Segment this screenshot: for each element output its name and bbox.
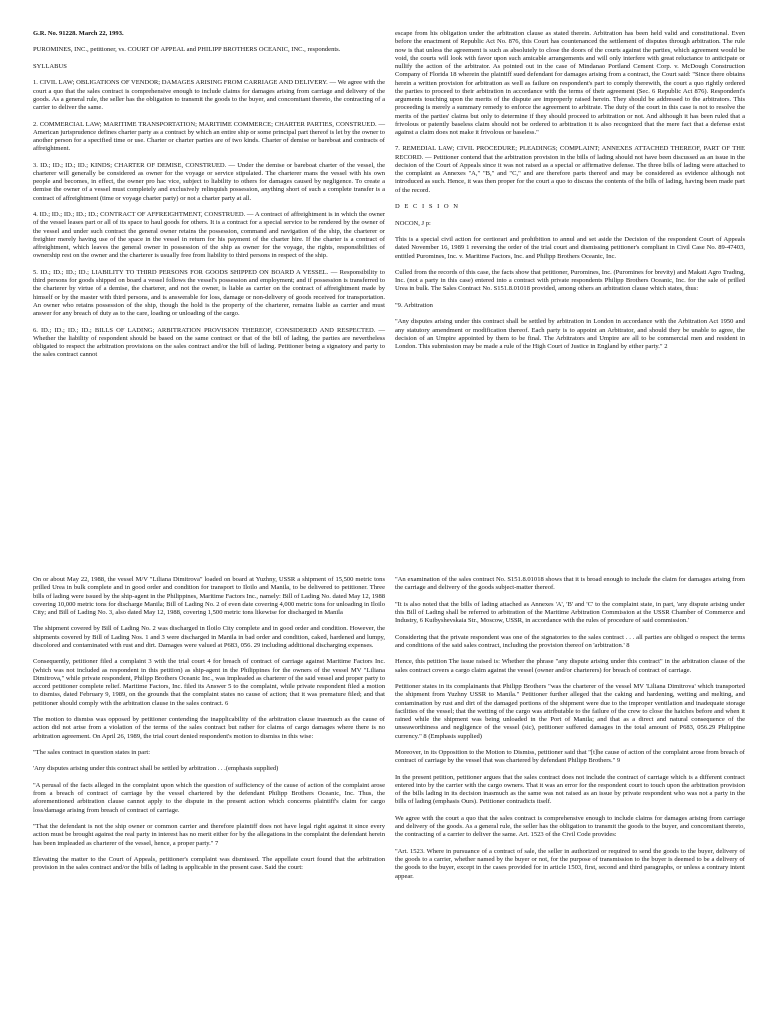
syllabus-item-2: 2. COMMERCIAL LAW; MARITIME TRANSPORTATION; MARITIME COMMERCE; CHARTER PARTIES, CONSTRUED. — American jurisprudence defines charter party as a contract by which an entire ship or some principal part thereof is let by the owner to another person for a specified time or use. Charter or charter parties are of two kinds. Charter of demise or bareboat and contracts of affreightment. bbox=[33, 120, 385, 153]
quote-para-4: "That the defendant is not the ship owner or common carrier and therefore plaintiff does not have legal right against it since every action must be brought against the real party in interest has no merit either for by the allegations in the complaint the defendant herein has been impleaded as charterer of the vessel, hence, a proper party." 7 bbox=[33, 823, 385, 847]
case-parties: PUROMINES, INC., petitioner, vs. COURT OF APPEAL and PHILIPP BROTHERS OCEANIC, INC., respondents. bbox=[33, 46, 341, 54]
decision-para-1: This is a special civil action for certiorari and prohibition to annul and set aside the Decision of the respondent Court of Appeals dated November 16, 1989 1 reversing the order of the trial court and dismissing petitioner's compliant in Civil Case No. 89-47403, entitled Puromines, Inc. v. Maritime Factors, Inc. and Philipp Brothers Oceanic, Inc. bbox=[395, 236, 745, 260]
syllabus-item-3: 3. ID.; ID.; ID.; ID.; KINDS; CHARTER OF DEMISE, CONSTRUED. — Under the demise or bareboat charter of the vessel, the charterer will generally be considered as owner for the voyage or service stipulated. The charterer mans the vessel with his own people and becomes, in effect, the owner pro hac vice, subject to liability to others for damages caused by negligence. To create a demise the owner of a vessel must completely and exclusively relinquish possession, anything short of such a complete transfer is a contract of affreightment (time or voyage charter party) or not a charter party at all. bbox=[33, 161, 385, 202]
civil-code-quote: "Art. 1523. Where in pursuance of a contract of sale, the seller in authorized or required to send the goods to the buyer, delivery of the goods to a carrier, whether named by the buyer or not, for the purpose of transmission to the buyer is deemed to be a delivery of the goods to the buyer, except in the cases provided for in article 1503, first, second and third paragraphs, or unless a contrary intent appear. bbox=[395, 847, 745, 880]
syllabus-item-4: 4. ID.; ID.; ID.; ID.; ID.; CONTRACT OF AFFREIGHTMENT, CONSTRUED. — A contract of affreightment is in which the owner of the vessel leases part or all of its space to haul goods for others. It is a contract for a special service to be rendered by the owner of the vessel and under such contract the general owner retains the possession, command and navigation of the ship, the charterer or freighter merely having use of the space in the vessel in return for his payment of the charter hire. If the charter is a contract of affreightment, which leaves the general owner in possession of the ship as owner for the voyage, the rights, responsibilities of ownership rest on the owner and the charterer is usually free from liability to third persons in respect of the ship. bbox=[33, 211, 385, 260]
ca-quote-1: "An examination of the sales contract No. S151.8.01018 shows that it is broad enough to include the claim for damages arising from the carriage and delivery of the goods subject-matter thereof. bbox=[395, 576, 745, 592]
opposition-para: Moreover, in its Opposition to the Motion to Dismiss, petitioner said that "[t]he cause of action of the complaint arose from breach of contract of carriage by the vessel that was chartered by defendant Philipp Brothers." 9 bbox=[395, 748, 745, 765]
syllabus-item-7: 7. REMEDIAL LAW; CIVIL PROCEDURE; PLEADINGS; COMPLAINT; ANNEXES ATTACHED THEREOF, PART OF THE RECORD. — Petitioner contend that the arbitration provision in the bills of lading should not have been discussed as an issue in the decision of the Court of Appeals since it was not raised as a special or affirmative defense. The three bills of lading were attached to the complaint as Annexes "A," "B," and "C," and are therefore parts thereof and may be considered as evidence although not introduced as such. Hence, it was then proper for the court a quo to discuss the contents of the bills of lading, having been made part of the record. bbox=[395, 145, 745, 194]
syllabus-item-6: 6. ID.; ID.; ID.; ID.; BILLS OF LADING; ARBITRATION PROVISION THEREOF, CONSIDERED AND RESPECTED. — Whether the liability of respondent should be based on the same contract or that of the bill of lading, the parties are nevertheless obligated to respect the arbitration provisions on the sales contract and/or the bill of lading. Petitioner being a signatory and party to the sales contract cannot bbox=[33, 326, 385, 359]
syllabus-item-5: 5. ID.; ID.; ID.; ID.; LIABILITY TO THIRD PERSONS FOR GOODS SHIPPED ON BOARD A VESSEL. — Responsibility to third persons for goods shipped on board a vessel follows the vessel's possession and employment; and if possession is transferred to the charterer by virtue of a demise, the charterer, and not the owner, is liable as carrier on the contract of affreightment made by himself or by the master with third persons, and is answerable for loss, damage or non-delivery of goods received for transportation. An owner who retains possession of the ship, though the hold is the property of the charterer, remains liable as carrier and must answer for any breach of duty as to the care, loading or unloading of the cargo. bbox=[33, 268, 385, 318]
ca-quote-2: "It is also noted that the bills of lading attached as Annexes 'A', 'B' and 'C' to the complaint state, in part, 'any dispute arising under this Bill of Lading shall be referred to arbitration of the Maritime Arbitration Commission at the USSR Chamber of Commerce and Industry, 6 Kuibyshevskaia Str., Moscow, USSR, in accordance with the rules of procedure of said commission.' bbox=[395, 600, 745, 625]
facts-para-2: The shipment covered by Bill of Lading No. 2 was discharged in Iloilo City complete and in good order and condition. However, the shipments covered by Bill of Lading Nos. 1 and 3 were discharged in Manila in bad order and condition, caked, hardened and lumpy, discolored and contaminated with rust and dirt. Damages were valued at P683, 056. 29 including additional discharging expenses. bbox=[33, 625, 385, 649]
quote-para-2: 'Any disputes arising under this contract shall be settled by arbitration . . .(emphasis supplied) bbox=[33, 765, 279, 773]
page2-right-column bbox=[395, 576, 745, 889]
arbitration-label: "9. Arbitration bbox=[395, 301, 433, 309]
decision-heading: D E C I S I O N bbox=[395, 203, 460, 211]
quote-para-1: "The sales contract in question states in part: bbox=[33, 749, 151, 756]
facts-para-4: The motion to dismiss was opposed by petitioner contending the inapplicability of the arbitration clause inasmuch as the cause of action did not arise from a violation of the terms of the sales contract but rather for claims of cargo damages where there is no arbitration agreement. On April 26, 1989, the trial court denied respondent's motion to dismiss in this wise: bbox=[33, 716, 385, 740]
syllabus-heading: SYLLABUS bbox=[33, 62, 67, 70]
petitioner-claims: Petitioner states in its complainants that Philipp Brothers "was the charterer of the vessel MV 'Liliana Dimitrova' which transported the shipment from Yuzhny USSR to Manila." Petitioner further alleged that the caking and hardening, wetting and melting, and contamination by rust and dirt of the damaged portions of the shipment were due to the improper ventilation and inadequate storage facilities of the vessel; that the wetting of the cargo was attributable to the failure of the crew to close the hatches before and when it rained while the shipment was being unloaded in the Port of Manila; and that as a direct and natural consequence of the unseaworthiness and negligence of the vessel (sic), petitioner suffered damages in the total amount of P683, 056.29 Philippine currency." 8 (Emphasis supplied) bbox=[395, 683, 745, 740]
issue-para: Hence, this petition The issue raised is: Whether the phrase "any dispute arising under this contract" in the arbitration clause of the sales contract covers a cargo claim against the vessel (owner and/or charterers) for breach of contract of carriage. bbox=[395, 658, 745, 674]
argument-para: In the present petition, petitioner argues that the sales contract does not include the contract of carriage which is a different contract entered into by the carrier with the cargo owners. That it was an error for the respondent court to touch upon the arbitration provision of the bills lading in its decision inasmuch as the same was not raised as an issue by private respondent who was not a party in the bills of lading (emphasis Ours). Petitioner contradicts itself. bbox=[395, 773, 745, 806]
ponente: NOCON, J p: bbox=[395, 219, 431, 227]
case-number: G.R. No. 91228. March 22, 1993. bbox=[33, 30, 124, 37]
facts-para-1: On or about May 22, 1988, the vessel M/V "Liliana Dimitrova" loaded on board at Yuzhny, USSR a shipment of 15,500 metric tons prilled Urea in bulk complete and in good order and condition for transport to Iloilo and Manila, to be delivered to petitioner. Three bills of lading were issued by the ship-agent in the Philippines, Maritime Factors Inc., namely: Bill of Lading No. dated May 12, 1988 covering 10,000 metric tons for discharge Manila; Bill of Lading No. 2 of even date covering 4,000 metric tons for unloading in Iloilo City; and Bill of Lading No. 3, also dated May 12, 1988, covering 1,500 metric tons likewise for discharged in Manila bbox=[33, 576, 385, 616]
quote-para-3: "A perusal of the facts alleged in the complaint upon which the question of sufficiency of the cause of action of the complaint arose from a breach of contract of carriage by the vessel chartered by the defendant Philipp Brothers Oceanic, Inc. Thus, the aforementioned arbitration clause cannot apply to the dispute in the present action which concerns plaintiff's claim for cargo loss/damage arising from breach of contract of carriage. bbox=[33, 781, 385, 814]
page1-left-column bbox=[33, 30, 385, 368]
document-page-2 bbox=[0, 570, 768, 1024]
page1-right-column bbox=[395, 30, 745, 360]
syllabus-item-6-cont: escape from his obligation under the arbitration clause as stated therein. Arbitration has been held valid and constitutional. Even before the enactment of Republic Act No. 876, this Court has countenanced the settlement of disputes through arbitration. The rule now is that unless the agreement is such as absolutely to close the doors of the courts against the parties, which agreement would be void, the courts will look with favor upon such amicable arrangements and will only interfere with great reluctance to anticipate or nullify the action of the arbitrator. As pointed out in the case of Mindanao Portland Cement Corp. v. McDough Construction Company of Florida 18 wherein the plaintiff sued defendant for damages arising from a contract, the Court said: "Since there obtains herein a written provision for arbitration as well as failure on respondent's part to comply therewith, the court a quo rightly ordered the parties to proceed to their arbitration in accordance with the terms of their agreement (Sec. 6 Republic Act 876). Respondent's arguments touching upon the merits of the dispute are improperly raised herein. They should be addressed to the arbitrators. This proceeding is merely a summary remedy to enforce the agreement to arbitrate. The duty of the court in this case is not to resolve the merits of the parties' claims but only to determine if they should proceed to arbitration or not. And although it has been ruled that a frivolous or patently baseless claim should not be ordered to arbitration it is also recognized that the mere fact that a defense exist against a claim does not make it frivolous or baseless." bbox=[395, 30, 745, 136]
decision-para-2: Culled from the records of this case, the facts show that petitioner, Puromines, Inc. (Puromines for brevity) and Makati Agro Trading, Inc. (not a party in this case) entered into a contract with private respondents Philipp Brothers Oceanic, Inc. for the sale of prilled Urea in bulk. The Sales Contract No. S151.8.01018 provided, among others an arbitration clause which states, thus: bbox=[395, 268, 745, 293]
syllabus-item-1: 1. CIVIL LAW; OBLIGATIONS OF VENDOR; DAMAGES ARISING FROM CARRIAGE AND DELIVERY. — We agree with the court a quo that the sales contract is comprehensive enough to include claims for damages arising from carriage and delivery of the goods. As a general rule, the seller has the obligation to transmit the goods to the buyer, and concomitant thereto, the contracting of a carrier to deliver the same. bbox=[33, 79, 385, 112]
page2-left-column bbox=[33, 576, 385, 881]
facts-para-3: Consequently, petitioner filed a complaint 3 with the trial court 4 for breach of contract of carriage against Maritime Factors Inc. (which was not included as respondent in this petition) as ship-agent in the Philippines for the owners of the vessel MV "Liliana Dimitrova," while private respondent, Philipp Brothers Oceanic Inc., was impleaded as charterer of the said vessel and proper party to accord petitioner complete relief. Maritime Factors, Inc. filed its Answer 5 to the complaint, while private respondent filed a motion to dismiss, dated February 9, 1989, on the grounds that the complaint states no cause of action; that it was premature filed; and that petitioner should comply with the arbitration clause in the sales contract. 6 bbox=[33, 658, 385, 707]
facts-para-5: Elevating the matter to the Court of Appeals, petitioner's complaint was dismissed. The appellate court found that the arbitration provision in the sales contract and/or the bills of lading is applicable in the present case. Said the court: bbox=[33, 856, 385, 872]
page-separator bbox=[0, 556, 768, 570]
ca-quote-3: Considering that the private respondent was one of the signatories to the sales contract . . . all parties are obliged o respect the terms and conditions of the said sales contract, including the provision thereof on 'arbitration.' 8 bbox=[395, 633, 745, 649]
arbitration-clause: "Any disputes arising under this contract shall be settled by arbitration in London in accordance with the Arbitration Act 1950 and any statutory amendment or modification thereof. Each party is to appoint an Arbitrator, and should they be unable to agree, the decision of an Umpire appointed by them to be final. The Arbitrators and Umpire are all to be commercial men and resident in London. This submission may be made a rule of the High Court of Justice in England by either party." 2 bbox=[395, 318, 745, 351]
ruling-para: We agree with the court a quo that the sales contract is comprehensive enough to include claims for damages arising from carriage and delivery of the goods. As a general rule, the seller has the obligation to transmit the goods to the buyer, and concomitant thereto, the contracting of a carrier to deliver the same. Art. 1523 of the Civil Code provides: bbox=[395, 814, 745, 839]
